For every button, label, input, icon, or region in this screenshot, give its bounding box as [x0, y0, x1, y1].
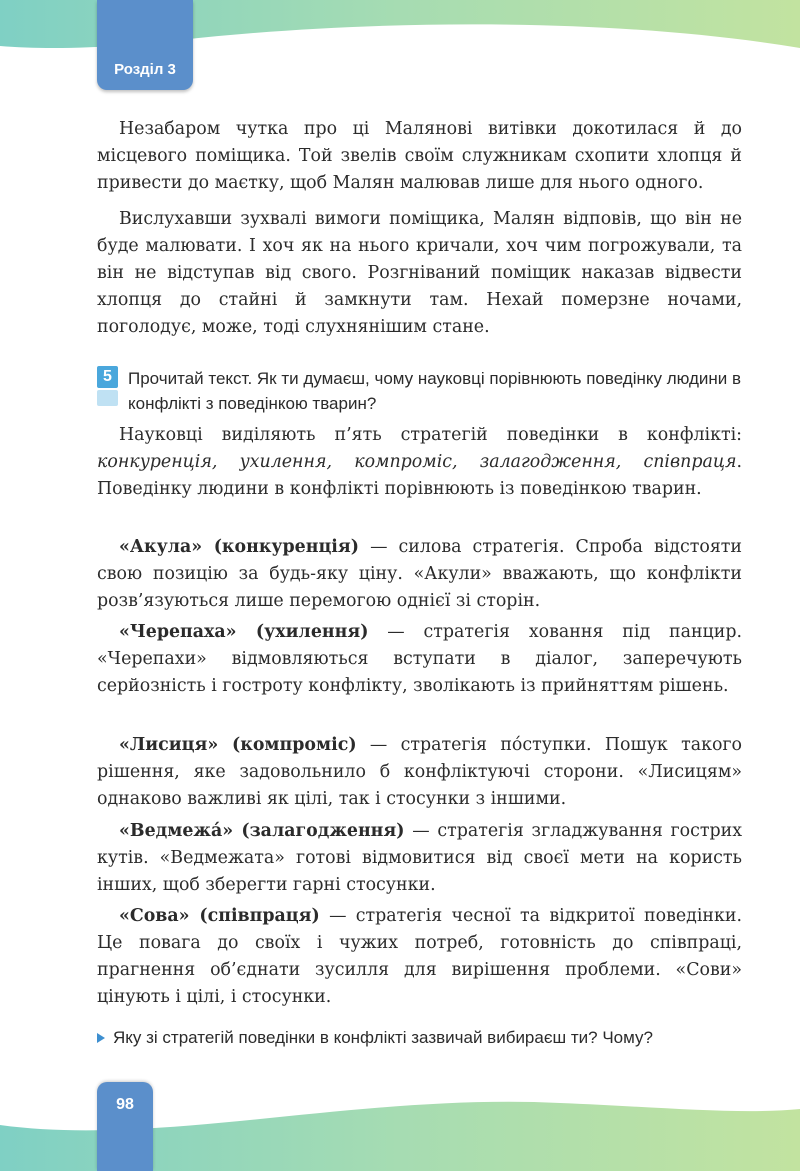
intro-paragraph: Науковці виділяють п’ять стратегій поведінки в конфлікті: конкуренція, ухилення, компроміс, залагодження, співпраця. Поведінку людини в конфлікті порівнюють із поведінкою тварин. — [97, 425, 742, 499]
chapter-tab — [97, 0, 193, 90]
page-number-tab — [97, 1082, 153, 1171]
strategies-list: конкуренція, ухилення, компроміс, залагодження, співпраця — [97, 452, 737, 472]
strategy-term: «Сова» (співпраця) — [119, 906, 320, 926]
task-text: Прочитай текст. Як ти думаєш, чому науковці порівнюють поведінку людини в конфлікті з поведінкою тварин? — [128, 369, 742, 413]
strategy-term: «Акула» (конкуренція) — [119, 537, 359, 557]
story-paragraph-1: Незабаром чутка про ці Малянові витівки докотилася й до місцевого поміщика. Той звелів своїм служникам схопити хлопця й привести до маєтку, щоб Малян малював лише для нього одного. — [97, 119, 742, 193]
strategy-turtle: «Черепаха» (ухилення) — стратегія ховання під панцир. «Черепахи» відмовляються вступати в діалог, заперечують серйозність і гостроту конфлікту, зволікають із прийняттям рішень. — [97, 622, 742, 696]
triangle-bullet-icon — [97, 1033, 105, 1043]
page-number: 98 — [116, 1096, 134, 1113]
question-text: Яку зі стратегій поведінки в конфлікті зазвичай вибираєш ти? Чому? — [113, 1028, 653, 1047]
strategy-term: «Лисиця» (компроміс) — [119, 735, 357, 755]
strategy-owl: «Сова» (співпраця) — стратегія чесної та відкритої поведінки. Це повага до своїх і чужих потреб, готовність до співпраці, прагнення об’єднати зусилля для вирішення проблеми. «Сови» цінують і цілі, і стосунки. — [97, 906, 743, 1007]
task-badge-decoration — [97, 390, 118, 406]
strategy-shark: «Акула» (конкуренція) — силова стратегія. Спроба відстояти свою позицію за будь-яку ціну. «Акули» вважають, що конфлікти розв’язуються лише перемогою однієї зі сторін. — [97, 537, 743, 611]
chapter-label: Розділ 3 — [114, 61, 176, 78]
strategy-term: «Ведмежá» (залагодження) — [119, 821, 405, 841]
story-paragraph-2: Вислухавши зухвалі вимоги поміщика, Малян відповів, що він не буде малювати. І хоч як на нього кричали, хоч чим погрожували, та він не відступав від свого. Розгніваний поміщик наказав відвести хлопця до стайні й замкнути там. Нехай померзне ночами, поголодує, може, тоді слухнянішим стане. — [97, 209, 742, 337]
question — [97, 1025, 757, 1051]
strategy-term: «Черепаха» (ухилення) — [119, 622, 369, 642]
strategy-bear: «Ведмежá» (залагодження) — стратегія згладжування гострих кутів. «Ведмежата» готові відмовитися від своєї мети на користь інших, щоб зберегти гарні стосунки. — [97, 821, 743, 895]
strategy-fox: «Лисиця» (компроміс) — стратегія пóступки. Пошук такого рішення, яке задовольнило б конфліктуючі сторони. «Лисицям» однаково важливі як цілі, так і стосунки з іншими. — [97, 735, 743, 809]
task-number-badge: 5 — [97, 366, 118, 388]
